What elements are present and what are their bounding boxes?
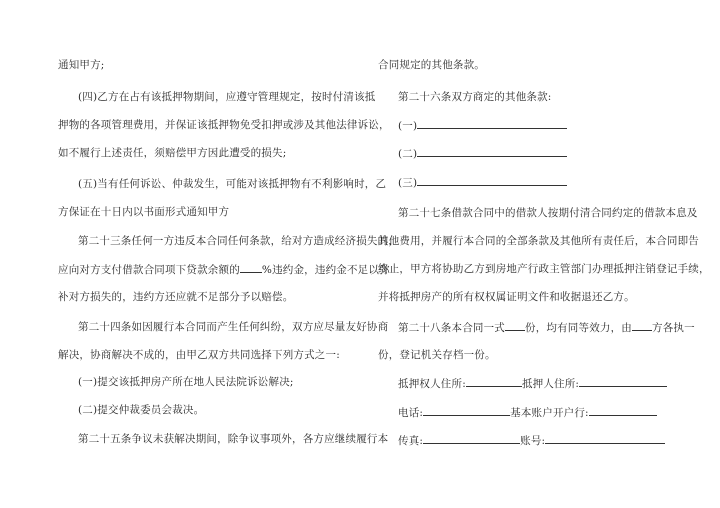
fax-row <box>398 433 665 448</box>
other-term-1 <box>398 118 567 133</box>
other-term-3 <box>398 175 567 190</box>
fax-field <box>423 433 520 444</box>
phone-row <box>398 405 657 420</box>
text-line: 其他费用，并履行本合同的全部条款及其他所有责任后，本合同即告 <box>378 235 699 247</box>
blank-field-term-1 <box>417 118 567 129</box>
text-line: 解决，协商解决不成的，由甲乙双方共同选择下列方式之一: <box>58 349 340 361</box>
blank-field-parties <box>632 320 652 331</box>
clause-27-line: 第二十七条借款合同中的借款人按期付清合同约定的借款本息及 <box>398 207 698 219</box>
text-line: (五)当有任何诉讼、仲裁发生，可能对该抵押物有不利影响时，乙 <box>78 178 387 190</box>
mortgagee-address-field <box>466 376 522 387</box>
text-line: 合同规定的其他条款。 <box>378 59 485 71</box>
text-fragment: 应向对方支付借款合同项下贷款余额的 <box>58 264 240 276</box>
text-line: 通知甲方; <box>58 59 105 71</box>
term-label: (一) <box>398 120 418 132</box>
text-fragment: 方各执一 <box>652 322 695 334</box>
text-line: 并将抵押房产的所有权权属证明文件和收据退还乙方。 <box>378 291 635 303</box>
other-term-2 <box>398 146 567 161</box>
text-line: 份，登记机关存档一份。 <box>378 349 496 361</box>
blank-field-copies <box>505 320 525 331</box>
text-line: 补对方损失的，违约方还应就不足部分予以赔偿。 <box>58 291 294 303</box>
text-line: 方保证在十日内以书面形式通知甲方 <box>58 206 230 218</box>
clause-23-line: 第二十三条任何一方违反本合同任何条款，给对方造成经济损失的， <box>78 235 399 247</box>
text-fragment: 份，均有同等效力，由 <box>525 322 632 334</box>
blank-field-term-2 <box>417 146 567 157</box>
fax-label: 传真: <box>398 435 424 447</box>
phone-field <box>423 405 510 416</box>
mortgagee-address-label: 抵押权人住所: <box>398 378 466 390</box>
clause-28-line <box>398 320 695 335</box>
text-fragment: 第二十八条本合同一式 <box>398 322 505 334</box>
text-line: 终止，甲方将协助乙方到房地产行政主管部门办理抵押注销登记手续， <box>378 263 710 275</box>
address-row <box>398 376 667 391</box>
clause-25-line: 第二十五条争议未获解决期间，除争议事项外，各方应继续履行本 <box>78 433 389 445</box>
text-line: 如不履行上述责任，须赔偿甲方因此遭受的损失; <box>58 147 287 159</box>
text-line: 押物的各项管理费用，并保证该抵押物免受扣押或涉及其他法律诉讼， <box>58 119 390 131</box>
account-label: 账号: <box>520 435 546 447</box>
text-line: (四)乙方在占有该抵押物期间，应遵守管理规定，按时付清该抵 <box>78 91 376 103</box>
text-line <box>58 262 390 277</box>
phone-label: 电话: <box>398 407 424 419</box>
clause-24-line: 第二十四条如因履行本合同而产生任何纠纷，双方应尽量友好协商 <box>78 321 389 333</box>
blank-field-penalty-percent <box>240 262 262 273</box>
bank-field <box>589 405 657 416</box>
mortgagor-address-label: 抵押人住所: <box>521 378 580 390</box>
term-label: (三) <box>398 177 418 189</box>
mortgagor-address-field <box>579 376 667 387</box>
clause-26-line: 第二十六条双方商定的其他条款: <box>398 91 552 103</box>
blank-field-term-3 <box>417 175 567 186</box>
bank-label: 基本账户开户行: <box>510 407 589 419</box>
text-line: (一)提交该抵押房产所在地人民法院诉讼解决; <box>78 376 294 388</box>
term-label: (二) <box>398 148 418 160</box>
account-field <box>545 433 665 444</box>
text-line: (二)提交仲裁委员会裁决。 <box>78 404 205 416</box>
text-fragment: %违约金，违约金不足以弥 <box>261 264 390 276</box>
